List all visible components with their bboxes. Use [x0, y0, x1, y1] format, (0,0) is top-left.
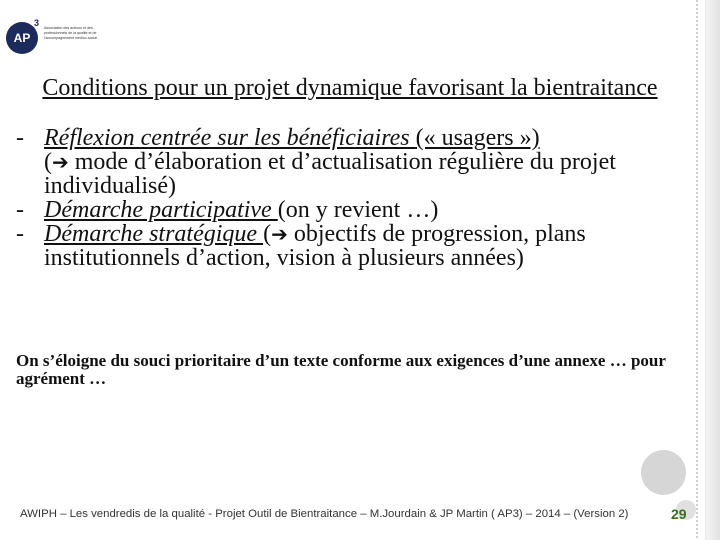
logo-tagline: Association des acteurs et des professionnels de la qualité et de l'accompagnement médico-social [44, 26, 98, 40]
footer-text: AWIPH – Les vendredis de la qualité - Projet Outil de Bientraitance – M.Jourdain & JP Martin ( AP3) – 2014 – (Version 2) [20, 508, 629, 520]
page-number: 29 [671, 506, 687, 522]
logo-superscript: 3 [34, 18, 40, 28]
decorative-border-dots [696, 0, 698, 540]
arrow-right-icon: ➔ [52, 150, 69, 174]
decorative-circle [641, 450, 686, 495]
bullet-emphasis: Démarche stratégique [44, 221, 264, 247]
bullet-emphasis: Démarche participative [44, 197, 278, 223]
logo-mark: AP [6, 22, 38, 54]
bullet-text: mode d’élaboration et d’actualisation régulière du projet individualisé) [44, 149, 616, 199]
bullet-list [16, 126, 676, 270]
bullet-item [16, 222, 676, 270]
bullet-item [16, 126, 676, 198]
bullet-text: (on y revient …) [277, 197, 439, 223]
bullet-text: (« usagers ») [415, 125, 540, 151]
bullet-dash: - [16, 125, 24, 151]
bullet-emphasis: Réflexion centrée sur les bénéficiaires [44, 125, 416, 151]
slide-title: Conditions pour un projet dynamique favorisant la bientraitance [42, 75, 658, 101]
bullet-dash: - [16, 197, 24, 223]
ap3-logo [6, 18, 116, 58]
decorative-right-border [705, 0, 720, 540]
bullet-dash: - [16, 221, 24, 247]
bullet-paren: ( [44, 149, 52, 175]
bullet-item [16, 198, 676, 222]
slide-note: On s’éloigne du souci prioritaire d’un texte conforme aux exigences d’une annexe … pour agrément … [16, 351, 666, 388]
bullet-text: objectifs de progression, plans institutionnels d’action, vision à plusieurs années) [44, 221, 586, 271]
arrow-right-icon: ➔ [271, 222, 288, 246]
bullet-paren: ( [263, 221, 272, 247]
